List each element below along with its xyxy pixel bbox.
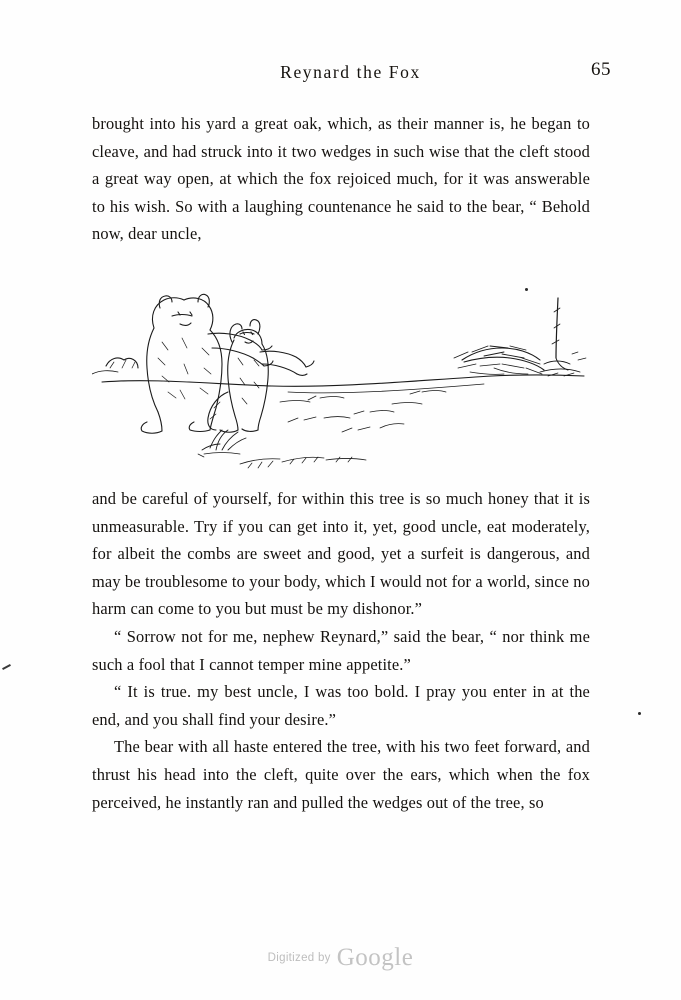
page-speck: [638, 712, 641, 715]
paragraph: brought into his yard a great oak, which, as their manner is, he began to cleave, and had struck into it two wedges in such wise that the cleft stood a great way open, at which the fox rejoiced much, for it was answerable to his wish. So with a laughing countenance he said to the bear, “ Behold now, dear uncle,: [92, 114, 590, 244]
scan-watermark: [0, 944, 681, 972]
digitized-by-label: Digitized by: [267, 952, 331, 964]
body-text-top: [92, 110, 590, 248]
paragraph: The bear with all haste entered the tree, with his two feet forward, and thrust his head into the cleft, quite over the ears, which when the fox perceived, he instantly ran and pulled the wedges out of the tree, so: [92, 737, 590, 812]
illustration-bear-and-fox: [92, 272, 590, 472]
paragraph: “ It is true. my best uncle, I was too bold. I pray you enter in at the end, and you shall find your desire.”: [92, 682, 590, 729]
page-speck: [2, 664, 11, 670]
body-text-bottom: [92, 485, 590, 816]
google-wordmark: Google: [336, 944, 414, 971]
paragraph: “ Sorrow not for me, nephew Reynard,” said the bear, “ nor think me such a fool that I cannot temper mine appetite.”: [92, 626, 590, 674]
paragraph: and be careful of yourself, for within this tree is so much honey that it is unmeasurable. Try if you can get into it, yet, good uncle, eat moderately, for albeit the combs are sweet and good, yet a surfeit is dangerous, and may be troublesome to your body, which I would not for a world, since no harm can come to you but must be my dishonor.”: [92, 489, 590, 619]
page-speck: [525, 288, 528, 291]
page-number: 65: [591, 59, 611, 80]
running-head: Reynard the Fox: [280, 62, 421, 82]
page-header: [90, 59, 611, 88]
illustration-svg: [92, 272, 590, 472]
